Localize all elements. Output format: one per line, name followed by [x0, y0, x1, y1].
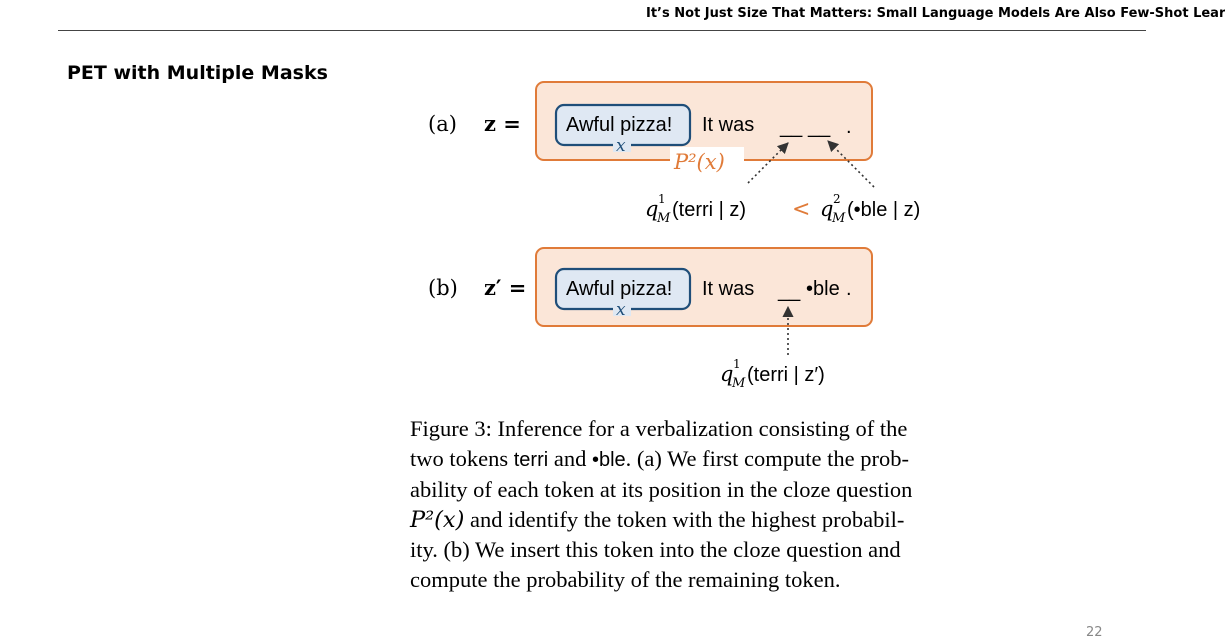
q2-sup: 2 [833, 192, 841, 206]
qb-args: (terri | z′) [747, 364, 825, 386]
qb-symbol: q [720, 362, 734, 386]
header-rule [58, 30, 1146, 31]
panel-a-label: (a) [428, 112, 457, 136]
caption-line: ability of each token at its position in the cloze question [410, 477, 913, 502]
panel-b-end-punct: . [846, 278, 852, 300]
caption-text: and identify the token with the highest probabil- [470, 506, 905, 532]
q1-symbol: q [645, 197, 659, 221]
caption-text: two tokens [410, 445, 509, 471]
q1-sup: 1 [658, 192, 666, 206]
caption-math: P²(x) [410, 506, 465, 533]
q1-args: (terri | z) [672, 199, 747, 221]
q2-symbol: q [820, 197, 834, 221]
panel-b-input-text: Awful pizza! [566, 278, 673, 300]
caption-text: and [553, 445, 587, 471]
header-title: It’s Not Just Size That Matters: Small Language Models Are Also Few-Shot Lear [646, 6, 1225, 21]
q2-sub: M [832, 211, 846, 226]
caption-text: . (a) We first compute the prob- [625, 445, 909, 471]
caption-line [410, 505, 950, 536]
panel-b-input-var: x [616, 300, 626, 320]
panel-b-lhs: z′ = [484, 275, 527, 300]
slide-title: PET with Multiple Masks [67, 62, 328, 84]
figure-diagram [400, 75, 960, 395]
q2-args: (•ble | z) [847, 199, 921, 221]
qb-sub: M [732, 376, 746, 391]
caption-token-1: terri [513, 448, 549, 471]
panel-a-blank-1: __ [780, 116, 803, 138]
panel-b-filled-token: •ble [806, 278, 840, 300]
panel-b-blank: __ [778, 280, 801, 302]
panel-a-pattern: P²(x) [674, 150, 725, 174]
caption-line: compute the probability of the remaining token. [410, 566, 841, 592]
panel-b-formula [720, 357, 825, 391]
panel-a-lhs: z = [484, 111, 521, 136]
panel-a-prompt-text: It was [702, 114, 755, 136]
panel-b-label: (b) [428, 276, 458, 300]
relation: < [792, 197, 811, 222]
panel-a-input-text: Awful pizza! [566, 114, 673, 136]
panel-b-prompt-text: It was [702, 278, 755, 300]
q1-sub: M [657, 211, 671, 226]
panel-a-blank-2: __ [808, 116, 831, 138]
caption-line: ity. (b) We insert this token into the cloze question and [410, 537, 901, 562]
figure-caption [410, 414, 950, 594]
caption-line: Figure 3: Inference for a verbalization consisting of the [410, 416, 908, 441]
caption-line [410, 444, 950, 476]
caption-token-2: •ble [591, 448, 626, 471]
panel-a-end-punct: . [846, 116, 852, 138]
qb-sup: 1 [733, 357, 741, 371]
panel-a-formula [645, 192, 920, 226]
page-number: 22 [1086, 625, 1103, 640]
panel-a-input-var: x [616, 136, 626, 156]
